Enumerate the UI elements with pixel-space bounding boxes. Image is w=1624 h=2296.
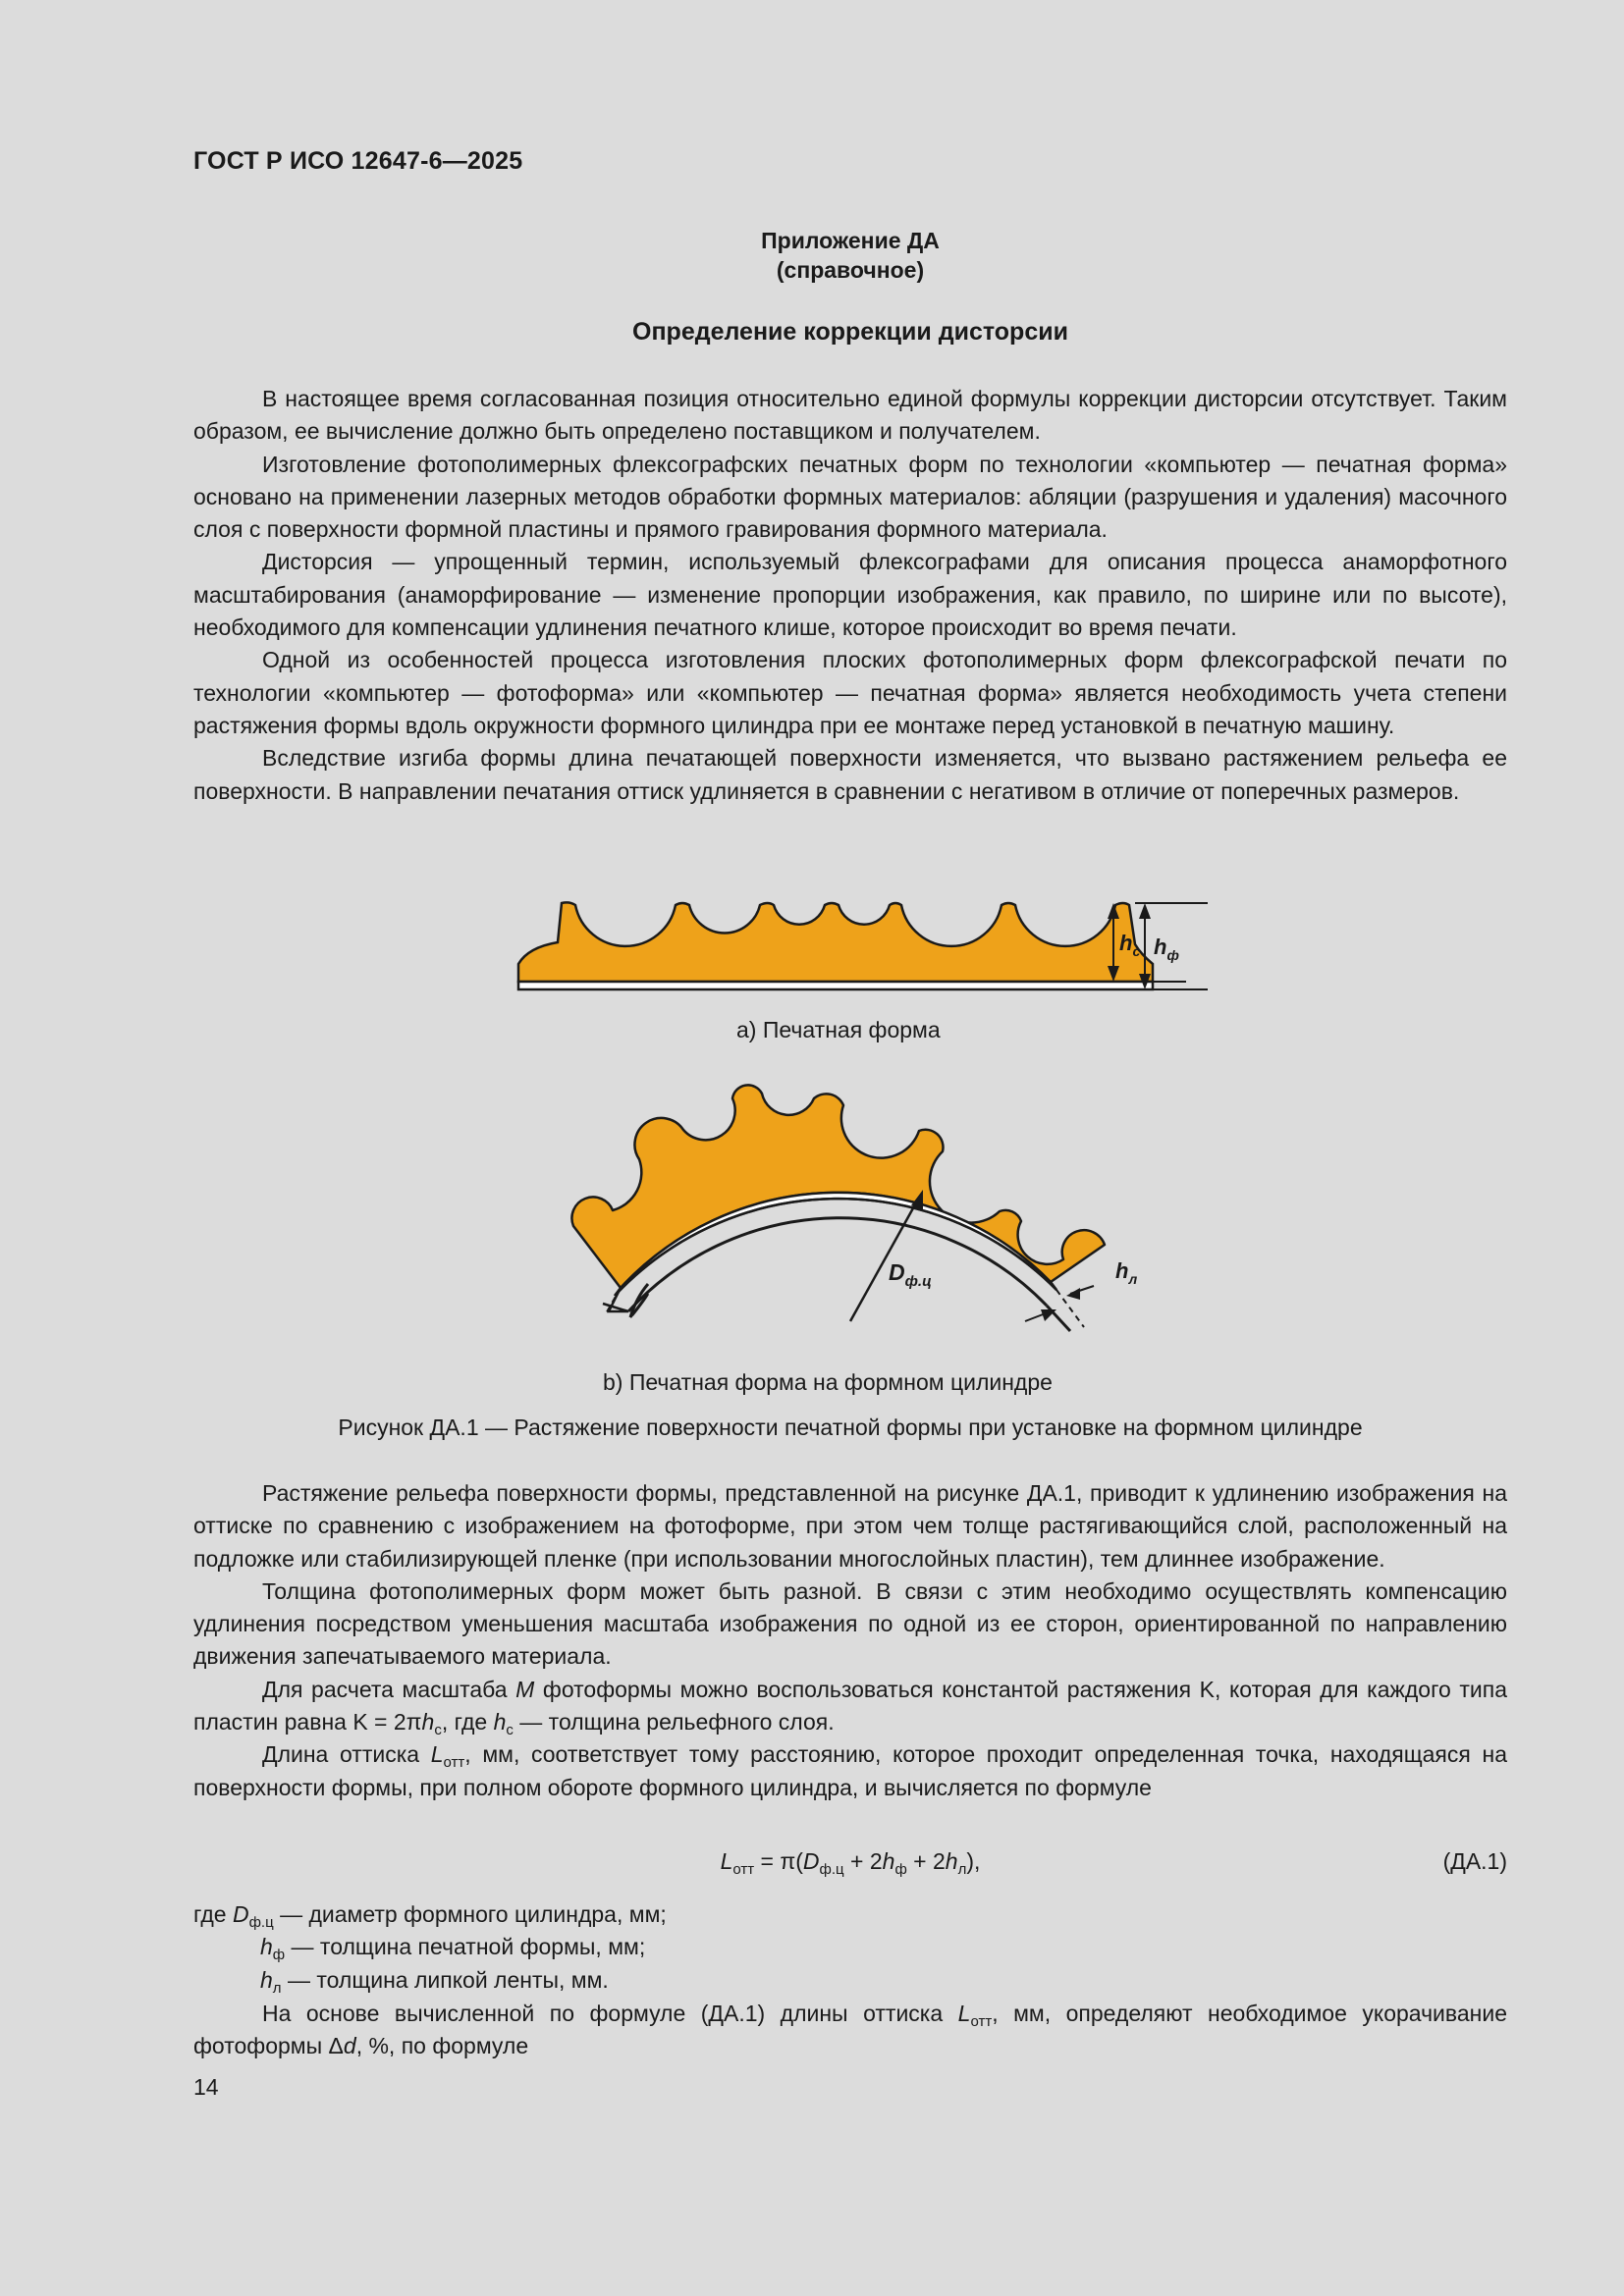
label-hc-sub: с <box>1132 943 1141 959</box>
svg-text:hф <box>1154 934 1179 963</box>
figure-caption: Рисунок ДА.1 — Растяжение поверхности печатной формы при установке на формном цилиндре <box>338 1415 1363 1440</box>
appendix-title: Приложение ДА <box>761 228 940 253</box>
paragraph: Растяжение рельефа поверхности формы, представленной на рисунке ДА.1, приводит к удлинению изображения на оттиске по сравнению с изображением на фотоформе, при этом чем толще растягивающийся слой, расположенный на подложке или стабилизирующей пленке (при использовании многослойных пластин), тем длиннее изображение. <box>193 1480 1507 1572</box>
figure-flat-plate <box>511 893 1218 1001</box>
page-number: 14 <box>193 2074 219 2100</box>
paragraph-scale: Для расчета масштаба M фотоформы можно воспользоваться константой растяжения K, которая для каждого типа пластин равна $K = 2\pi h_с$, где $h_с$ — толщина рельефного слоя. <box>193 1676 1507 1739</box>
label-d-sub: ф.ц <box>904 1273 932 1290</box>
relief-layer <box>518 902 1153 982</box>
paragraph: В настоящее время согласованная позиция относительно единой формулы коррекции дисторсии отсутствует. Таким образом, ее вычисление должно быть определено поставщиком и получателем. <box>193 386 1507 445</box>
formula-number: (ДА.1) <box>1442 1848 1507 1874</box>
paragraph-length: Длина оттиска $L_{отт}$, мм, соответствует тому расстоянию, которое проходит определенная точка, находящаяся на поверхности формы, при полном обороте формного цилиндра, и вычисляется по формуле <box>193 1741 1507 1800</box>
svg-text:hс <box>1119 931 1140 959</box>
radius-line <box>850 1198 919 1321</box>
formula-da1 <box>193 1848 1507 1882</box>
formula-definitions <box>193 1898 1507 1997</box>
base-film <box>518 982 1153 989</box>
paragraph: Изготовление фотополимерных флексографских печатных форм по технологии «компьютер — печатная форма» основано на применении лазерных методов обработки формных материалов: абляции (разрушения и удаления) масочного слоя с поверхности формной пластины и прямого гравирования формного материала. <box>193 451 1507 543</box>
tape-left-side <box>603 1288 628 1311</box>
figure-cylinder-plate <box>550 1080 1159 1335</box>
paragraph: Дисторсия — упрощенный термин, используемый флексографами для описания процесса анаморфотного масштабирования (анаморфирование — изменение пропорции изображения, как правило, по ширине или по высоте), необходимого для компенсации удлинения печатного клише, которое происходит во время печати. <box>193 549 1507 641</box>
label-hc: h <box>1119 931 1133 955</box>
paragraph: Толщина фотополимерных форм может быть разной. В связи с этим необходимо осуществлять компенсацию удлинения посредством уменьшения масштаба изображения по одной из ее сторон, ориентированной по направлению движения запечатываемого материала. <box>193 1577 1507 1670</box>
caption-a: a) Печатная форма <box>736 1017 941 1042</box>
definition-row: $h_л$ — толщина липкой ленты, мм. <box>260 1966 609 1997</box>
paragraph: Одной из особенностей процесса изготовления плоских фотополимерных форм флексографской печати по технологии «компьютер — фотоформа» или «компьютер — печатная форма» является необходимость учета степени растяжения формы вдоль окружности формного цилиндра при ее монтаже перед установкой в печатную машину. <box>193 647 1507 738</box>
definition-row: где $D_{ф.ц}$ — диаметр формного цилиндра, мм; <box>193 1901 667 1931</box>
final-text <box>193 1998 1507 2063</box>
appendix-subtitle: (справочное) <box>776 257 925 283</box>
label-hf-sub: ф <box>1166 947 1179 963</box>
intro-text <box>193 383 1507 808</box>
label-hf: h <box>1154 934 1167 959</box>
formula-expression: $L_{отт} = \pi(D_{ф.ц} + 2h_ф + 2h_л)$, <box>720 1848 981 1878</box>
hl-arrowhead-right <box>1066 1288 1080 1300</box>
cylinder-right-extension <box>1047 1306 1070 1331</box>
body-text <box>193 1477 1507 1804</box>
svg-text:Dф.ц <box>889 1259 932 1290</box>
section-title: Определение коррекции дисторсии <box>632 318 1068 346</box>
svg-text:hл <box>1115 1258 1137 1287</box>
label-hl: h <box>1115 1258 1129 1283</box>
paragraph: Вследствие изгиба формы длина печатающей поверхности изменяется, что вызвано растяжением рельефа ее поверхности. В направлении печатания оттиск удлиняется в сравнении с негативом в отличие от поперечных размеров. <box>193 745 1507 804</box>
label-hl-sub: л <box>1128 1271 1138 1287</box>
caption-b: b) Печатная форма на формном цилиндре <box>603 1369 1053 1395</box>
document-header: ГОСТ Р ИСО 12647-6—2025 <box>193 147 523 175</box>
paragraph-final: На основе вычисленной по формуле (ДА.1) длины оттиска $L_{отт}$, мм, определяют необходимое укорачивание фотоформы Δd, %, по формуле <box>193 2001 1507 2059</box>
appendix-heading <box>193 226 1507 285</box>
label-d: D <box>889 1259 905 1285</box>
definition-row: $h_ф$ — толщина печатной формы, мм; <box>260 1934 646 1964</box>
